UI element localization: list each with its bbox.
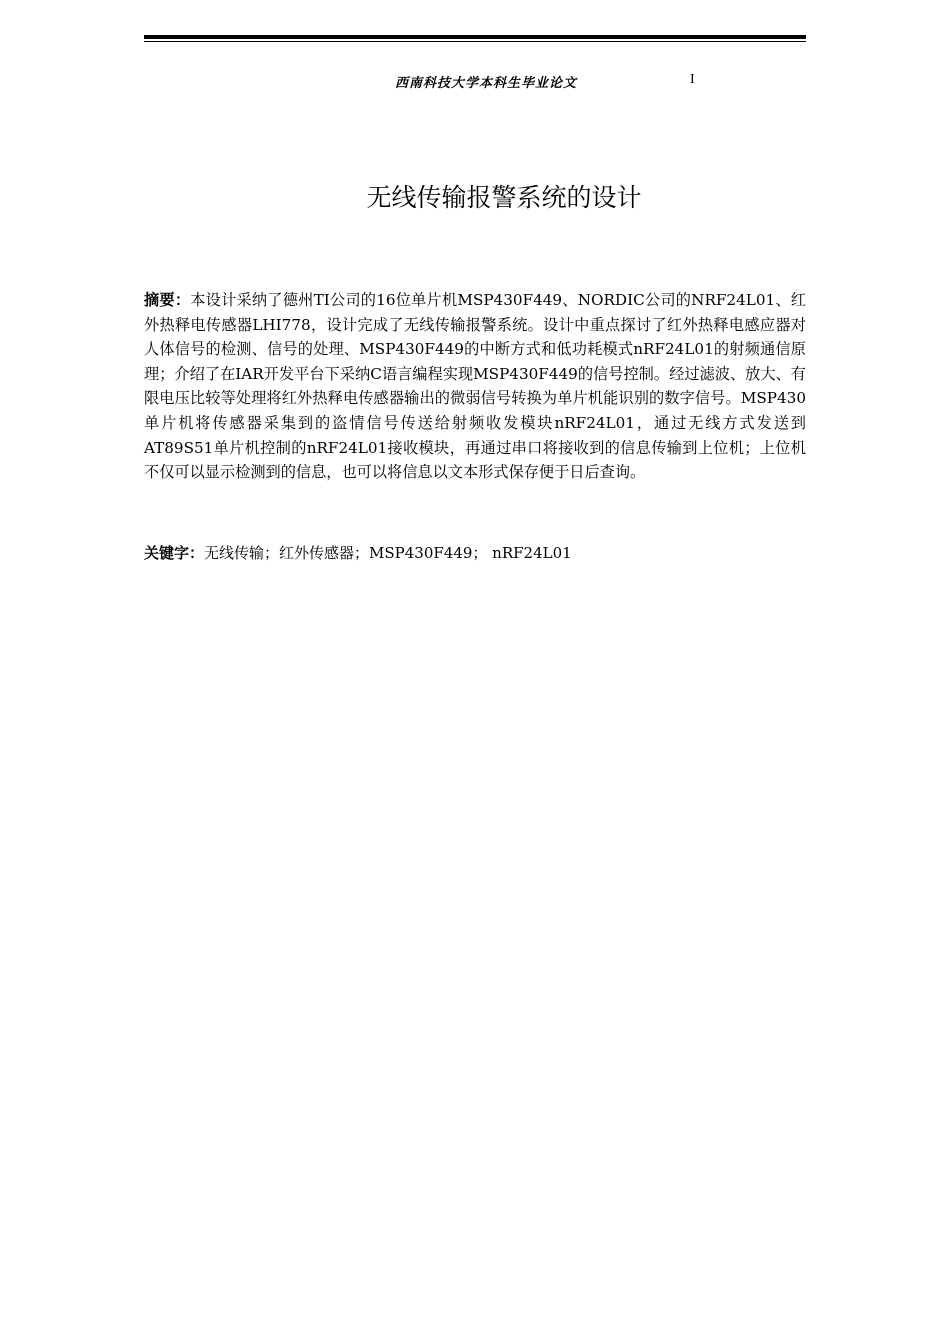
abstract-label: 摘要： (144, 291, 191, 309)
running-header-title: 西南科技大学本科生毕业论文 (395, 76, 578, 91)
header-rule-thin (144, 41, 806, 42)
page-number: I (690, 72, 695, 87)
keywords-text: 无线传输；红外传感器；MSP430F449； nRF24L01 (204, 544, 572, 562)
header-rule-thick (144, 35, 806, 39)
keywords-line (144, 540, 806, 567)
keywords-label: 关键字： (144, 544, 205, 562)
abstract-paragraph (144, 288, 806, 485)
document-title: 无线传输报警系统的设计 (366, 183, 642, 212)
abstract-text: 本设计采纳了德州TI公司的16位单片机MSP430F449、NORDIC公司的NRF24L01、红外热释电传感器LHI778，设计完成了无线传输报警系统。设计中重点探讨了红外热释电感应器对人体信号的检测、信号的处理、MSP430F449的中断方式和低功耗模式nRF24L01的射频通信原理；介绍了在IAR开发平台下采纳C语言编程实现MSP430F449的信号控制。经过滤波、放大、有限电压比较等处理将红外热释电传感器输出的微弱信号转换为单片机能识别的数字信号。MSP430单片机将传感器采集到的盗情信号传送给射频收发模块nRF24L01，通过无线方式发送到AT89S51单片机控制的nRF24L01接收模块，再通过串口将接收到的信息传输到上位机；上位机不仅可以显示检测到的信息，也可以将信息以文本形式保存便于日后查询。 (144, 291, 806, 482)
